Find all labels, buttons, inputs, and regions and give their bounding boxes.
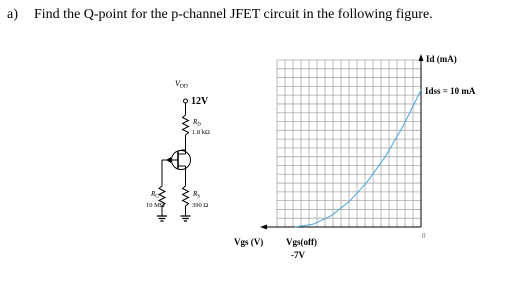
x-axis-arrow-icon	[260, 225, 267, 230]
x-axis-label: Vgs (V)	[234, 237, 264, 247]
question-text: Find the Q-point for the p-channel JFET circuit in the following figure.	[34, 7, 433, 22]
rs-label: $R_S$	[193, 190, 201, 200]
rd-label: $R_D$	[193, 118, 201, 128]
transfer-curve	[295, 90, 421, 227]
vgs-off-label: Vgs(off)	[286, 237, 317, 247]
vdd-terminal	[184, 99, 188, 103]
question-label: a)	[7, 7, 19, 22]
origin-label: 0	[422, 232, 426, 240]
rg-value: 10 MΩ	[146, 202, 165, 209]
idss-label: Idss = 10 mA	[425, 86, 476, 96]
gate-arrow-icon	[166, 157, 171, 163]
rs-resistor	[183, 186, 189, 206]
vdd-value: 12V	[191, 96, 209, 107]
rs-value: 390 Ω	[192, 202, 209, 209]
y-axis-arrow-icon	[419, 54, 424, 61]
vgs-off-value: -7V	[291, 250, 305, 260]
vdd-label: VDD	[175, 79, 188, 90]
curve-points	[295, 90, 421, 227]
rg-label: $R_G$	[151, 190, 159, 200]
rd-resistor	[183, 115, 189, 135]
y-axis-label: Id (mA)	[426, 54, 457, 64]
rd-value: 1.8 kΩ	[192, 129, 210, 136]
